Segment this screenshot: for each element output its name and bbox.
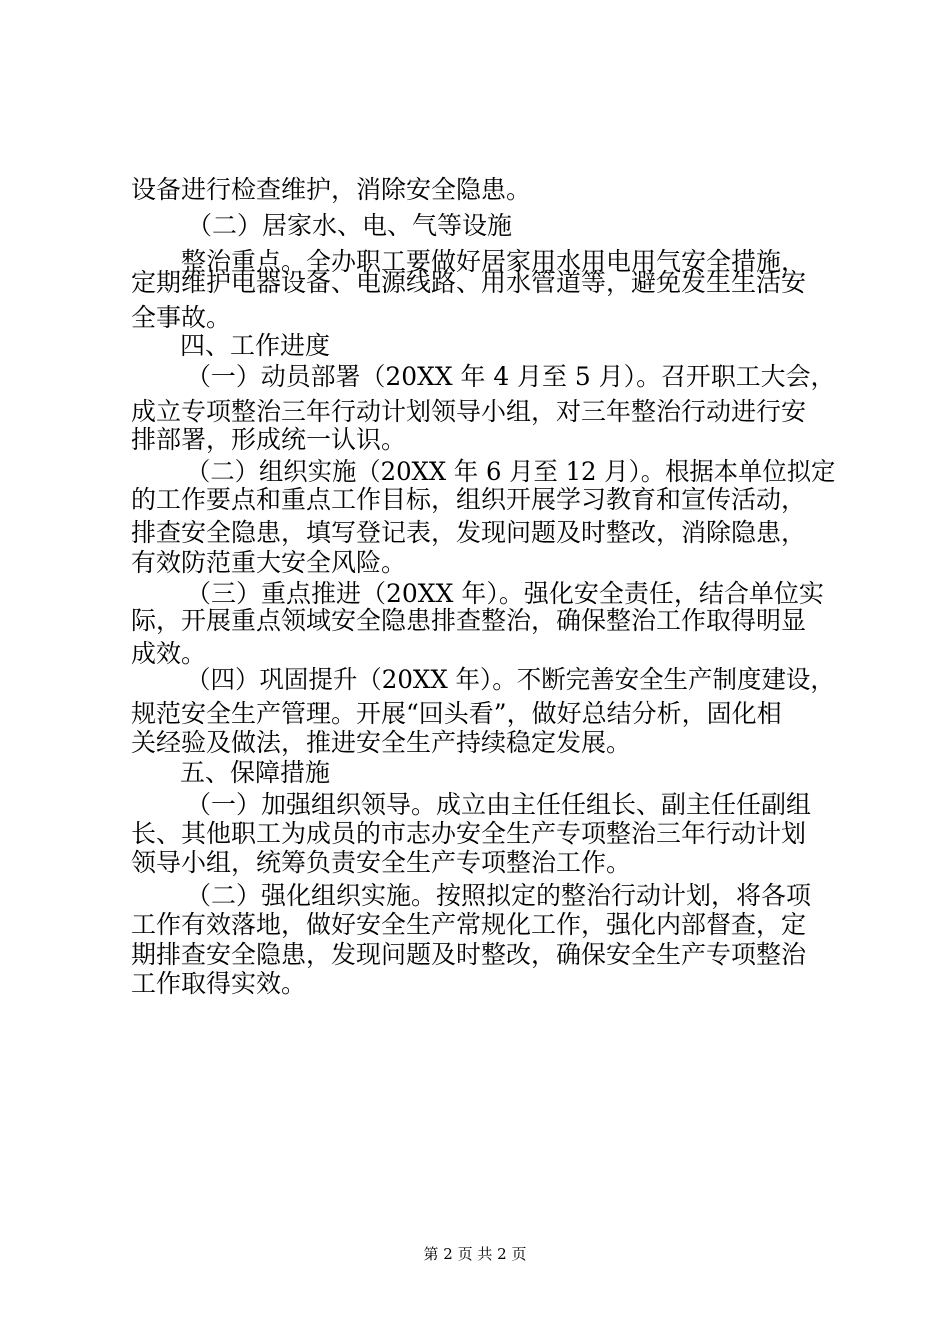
text-line: （二）居家水、电、气等设施 — [187, 211, 513, 240]
text-line: （三）重点推进（20XX 年）。强化安全责任，结合单位实 — [186, 579, 824, 608]
text-line: 成效。 — [131, 639, 207, 668]
page-number-footer: 第 2 页 共 2 页 — [423, 1245, 527, 1263]
text-line: （一）动员部署（20XX 年 4 月至 5 月）。召开职工大会， — [186, 362, 836, 391]
text-line: （二）组织实施（20XX 年 6 月至 12 月）。根据本单位拟定 — [186, 457, 836, 486]
text-line: （一）加强组织领导。成立由主任任组长、副主任任副组 — [186, 790, 812, 819]
text-line: 领导小组，统筹负责安全生产专项整治工作。 — [131, 848, 632, 877]
text-line: 整治重点。全办职工要做好居家用水用电用气安全措施， — [181, 247, 807, 276]
text-line: 的工作要点和重点工作目标，组织开展学习教育和宣传活动， — [131, 485, 807, 514]
text-line: 规范安全生产管理。开展“回头看”，做好总结分析，固化相 — [131, 699, 782, 728]
text-line: 排部署，形成统一认识。 — [131, 425, 407, 454]
text-line: 成立专项整治三年行动计划领导小组，对三年整治行动进行安 — [131, 397, 807, 426]
text-line: 际，开展重点领域安全隐患排查整治，确保整治工作取得明显 — [131, 606, 807, 635]
text-line: （二）强化组织实施。按照拟定的整治行动计划，将各项 — [186, 881, 812, 910]
section-heading: 五、保障措施 — [180, 758, 331, 787]
text-line: 排查安全隐患，填写登记表，发现问题及时整改，消除隐患， — [131, 518, 807, 547]
text-line: 关经验及做法，推进安全生产持续稳定发展。 — [131, 728, 632, 757]
text-line: 有效防范重大安全风险。 — [131, 548, 407, 577]
section-heading: 四、工作进度 — [180, 331, 331, 360]
text-line: 定期维护电器设备、电源线路、用水管道等，避免发生生活安 — [131, 268, 807, 297]
text-line: 设备进行检查维护，消除安全隐患。 — [131, 175, 532, 204]
text-line: 工作取得实效。 — [131, 969, 307, 998]
text-line: 期排查安全隐患，发现问题及时整改，确保安全生产专项整治 — [131, 940, 807, 969]
text-line: 长、其他职工为成员的市志办安全生产专项整治三年行动计划 — [131, 819, 807, 848]
text-line: 全事故。 — [131, 303, 232, 332]
text-line: 工作有效落地，做好安全生产常规化工作，强化内部督查，定 — [131, 910, 807, 939]
text-line: （四）巩固提升（20XX 年）。不断完善安全生产制度建设， — [186, 665, 835, 694]
